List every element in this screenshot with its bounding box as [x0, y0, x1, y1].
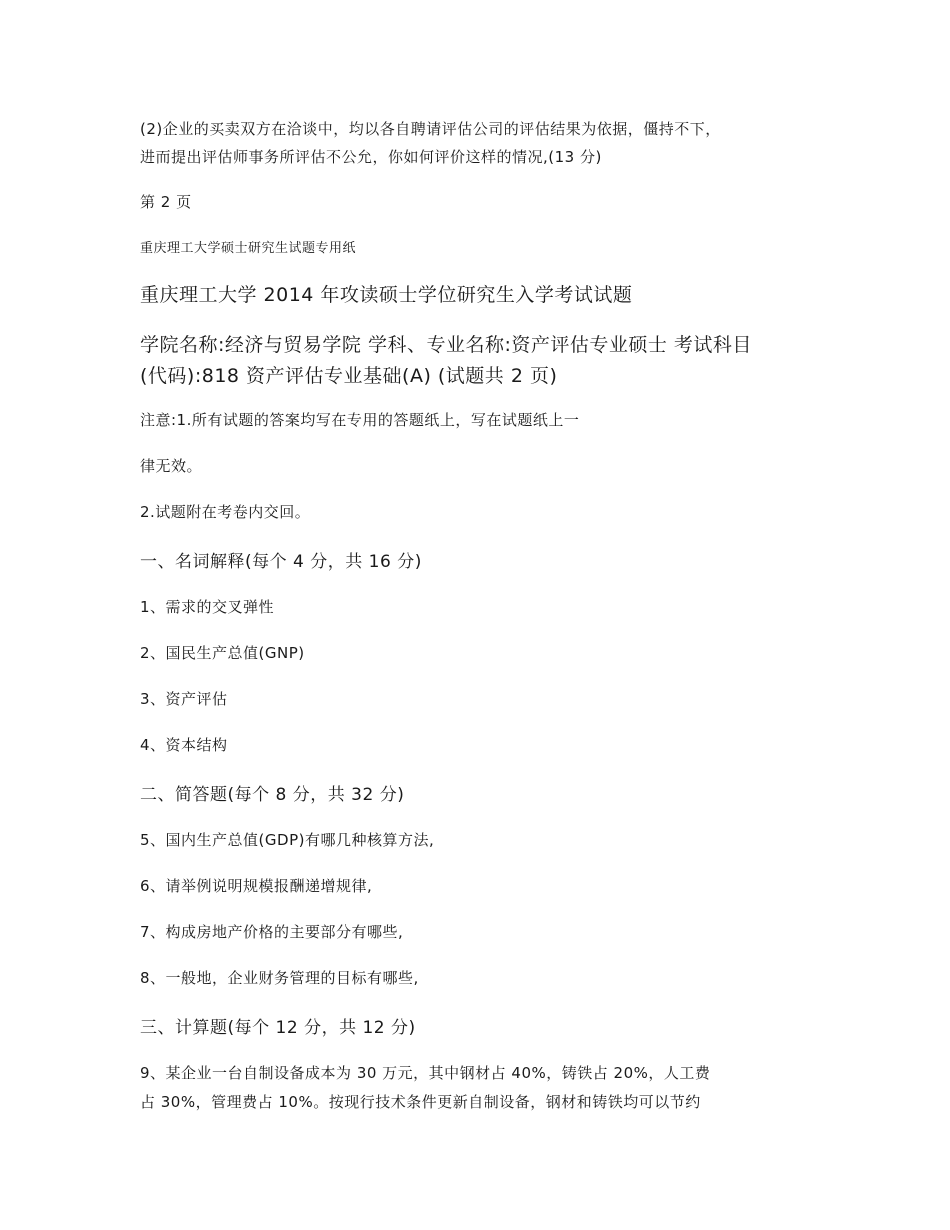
section-2-item-5: 5、国内生产总值(GDP)有哪几种核算方法,	[140, 831, 435, 849]
question-2-line-1: (2)企业的买卖双方在洽谈中，均以各自聘请评估公司的评估结果为依据，僵持不下，	[140, 120, 721, 138]
section-1-item-3: 3、资产评估	[140, 690, 228, 708]
section-3-title: 三、计算题(每个 12 分，共 12 分)	[140, 1018, 416, 1038]
notice-line-1: 注意:1.所有试题的答案均写在专用的答题纸上，写在试题纸上一	[140, 411, 580, 429]
section-1-item-1: 1、需求的交叉弹性	[140, 598, 275, 616]
section-3-item-9-line-2: 占 30%，管理费占 10%。按现行技术条件更新自制设备，钢材和铸铁均可以节约	[140, 1093, 701, 1111]
info-line-2: (代码):818 资产评估专业基础(A) (试题共 2 页)	[140, 365, 558, 387]
info-line-1: 学院名称:经济与贸易学院 学科、专业名称:资产评估专业硕士 考试科目	[140, 334, 752, 356]
section-1-item-4: 4、资本结构	[140, 736, 228, 754]
paper-header: 重庆理工大学硕士研究生试题专用纸	[140, 241, 357, 256]
section-2-title: 二、简答题(每个 8 分，共 32 分)	[140, 785, 405, 805]
section-1-title: 一、名词解释(每个 4 分，共 16 分)	[140, 552, 422, 572]
section-2-item-6: 6、请举例说明规模报酬递增规律,	[140, 877, 373, 895]
exam-title: 重庆理工大学 2014 年攻读硕士学位研究生入学考试试题	[140, 284, 633, 306]
section-2-item-8: 8、一般地，企业财务管理的目标有哪些,	[140, 969, 419, 987]
section-3-item-9-line-1: 9、某企业一台自制设备成本为 30 万元，其中钢材占 40%，铸铁占 20%，人工费	[140, 1064, 711, 1082]
page-marker: 第 2 页	[140, 193, 192, 211]
notice-line-3: 2.试题附在考卷内交回。	[140, 503, 311, 521]
section-2-item-7: 7、构成房地产价格的主要部分有哪些,	[140, 923, 404, 941]
section-1-item-2: 2、国民生产总值(GNP)	[140, 644, 305, 662]
notice-line-2: 律无效。	[140, 457, 203, 475]
question-2-line-2: 进而提出评估师事务所评估不公允，你如何评价这样的情况,(13 分)	[140, 148, 602, 166]
